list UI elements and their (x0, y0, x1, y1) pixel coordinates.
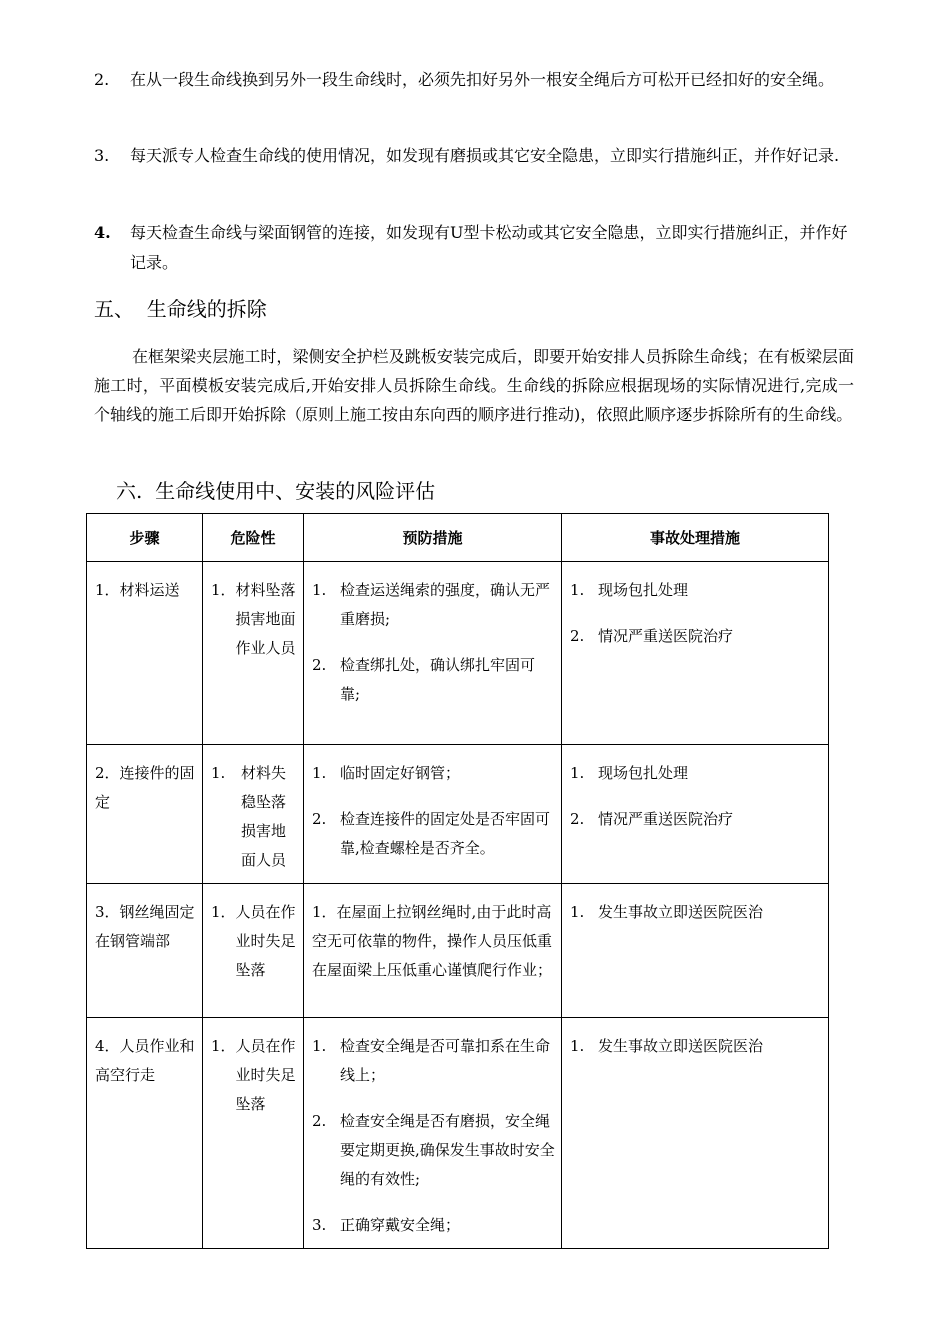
hazard-number: 1. (211, 764, 226, 782)
step-cell (87, 562, 203, 745)
section-paragraph: 在框架梁夹层施工时，梁侧安全护栏及跳板安装完成后，即要开始安排人员拆除生命线；在有板梁层面施工时，平面模板安装完成后,开始安排人员拆除生命线。生命线的拆除应根据现场的实际情况进行,完成一个轴线的施工后即开始拆除（原则上施工按由东向西的顺序进行推动)，依照此顺序逐步拆除所有的生命线。 (94, 347, 854, 424)
measure-text: 现场包扎处理 (598, 764, 689, 782)
column-header: 预防措施 (304, 514, 562, 562)
list-item-number: 2. (94, 70, 110, 89)
measure-text: 检查绑扎处，确认绑扎牢固可靠; (340, 656, 536, 703)
handling-cell (562, 1018, 829, 1249)
measure-text: 检查安全绳是否可靠扣系在生命线上； (340, 1037, 551, 1084)
step-text: 2．连接件的固定 (95, 764, 195, 811)
section-heading: 六. 生命线使用中、安装的风险评估 (116, 479, 436, 503)
measure-text: 检查安全绳是否有磨损，安全绳要定期更换,确保发生事故时安全绳的有效性; (340, 1112, 555, 1188)
list-item-number: 3. (94, 146, 110, 165)
table-row (87, 745, 829, 884)
risk-assessment-table (86, 513, 829, 1249)
step-text: 3．钢丝绳固定在钢管端部 (95, 903, 195, 950)
measure-number: 2. (570, 627, 585, 645)
hazard-text: 材料坠落损害地面作业人员 (235, 581, 296, 657)
measure-text: 情况严重送医院治疗 (598, 627, 734, 645)
list-item-text: 每天检查生命线与梁面钢管的连接，如发现有U型卡松动或其它安全隐患，立即实行措施纠正，并作好记录。 (130, 223, 848, 272)
hazard-number: 1． (211, 1037, 236, 1055)
column-header: 步骤 (87, 514, 203, 562)
measure-text: 情况严重送医院治疗 (598, 810, 734, 828)
measure-number: 1. (570, 1037, 585, 1055)
measure-text: 1．在屋面上拉钢丝绳时,由于此时高空无可依靠的物件，操作人员压低重在屋面梁上压低重心谨慎爬行作业； (312, 903, 553, 979)
list-item-text: 在从一段生命线换到另外一段生命线时，必须先扣好另外一根安全绳后方可松开已经扣好的安全绳。 (130, 70, 835, 89)
step-cell (87, 884, 203, 1018)
measure-number: 1. (312, 1037, 327, 1055)
measure-number: 1. (312, 764, 327, 782)
hazard-text: 人员在作业时失足坠落 (235, 1037, 296, 1113)
hazard-text: 人员在作业时失足坠落 (235, 903, 296, 979)
list-item-number: 4. (94, 223, 111, 242)
measure-text: 临时固定好钢管； (340, 764, 461, 782)
measure-text: 发生事故立即送医院医治 (598, 903, 764, 921)
prevention-cell (304, 562, 562, 745)
measure-number: 2. (312, 810, 327, 828)
hazard-cell (203, 884, 304, 1018)
measure-text: 正确穿戴安全绳； (340, 1216, 461, 1234)
hazard-number: 1． (211, 903, 236, 921)
handling-cell (562, 562, 829, 745)
measure-number: 1. (570, 581, 585, 599)
step-cell (87, 745, 203, 884)
table-header-row (87, 514, 829, 562)
table-row (87, 562, 829, 745)
prevention-cell (304, 745, 562, 884)
list-item-text: 每天派专人检查生命线的使用情况，如发现有磨损或其它安全隐患，立即实行措施纠正，并作好记录. (130, 146, 840, 165)
list-item (94, 141, 854, 171)
step-cell (87, 1018, 203, 1249)
handling-cell (562, 745, 829, 884)
handling-cell (562, 884, 829, 1018)
hazard-cell (203, 745, 304, 884)
prevention-cell (304, 884, 562, 1018)
step-text: 4．人员作业和高空行走 (95, 1037, 195, 1084)
prevention-cell (304, 1018, 562, 1249)
hazard-cell (203, 562, 304, 745)
list-item (94, 218, 854, 278)
hazard-number: 1． (211, 581, 236, 599)
hazard-text: 材料失稳坠落损害地面人员 (241, 764, 287, 869)
measure-text: 检查连接件的固定处是否牢固可靠,检查螺栓是否齐全。 (340, 810, 551, 857)
list-item (94, 65, 854, 95)
measure-number: 1. (570, 764, 585, 782)
hazard-cell (203, 1018, 304, 1249)
measure-number: 1. (570, 903, 585, 921)
measure-text: 现场包扎处理 (598, 581, 689, 599)
measure-number: 3. (312, 1216, 327, 1234)
measure-text: 发生事故立即送医院医治 (598, 1037, 764, 1055)
measure-number: 2. (312, 1112, 327, 1130)
measure-text: 检查运送绳索的强度，确认无严重磨损; (340, 581, 551, 628)
measure-number: 1. (312, 581, 327, 599)
table-row (87, 1018, 829, 1249)
column-header: 危险性 (203, 514, 304, 562)
table-row (87, 884, 829, 1018)
measure-number: 2. (312, 656, 327, 674)
step-text: 1．材料运送 (95, 581, 180, 599)
section-heading: 五、 生命线的拆除 (94, 297, 267, 321)
column-header: 事故处理措施 (562, 514, 829, 562)
measure-number: 2. (570, 810, 585, 828)
